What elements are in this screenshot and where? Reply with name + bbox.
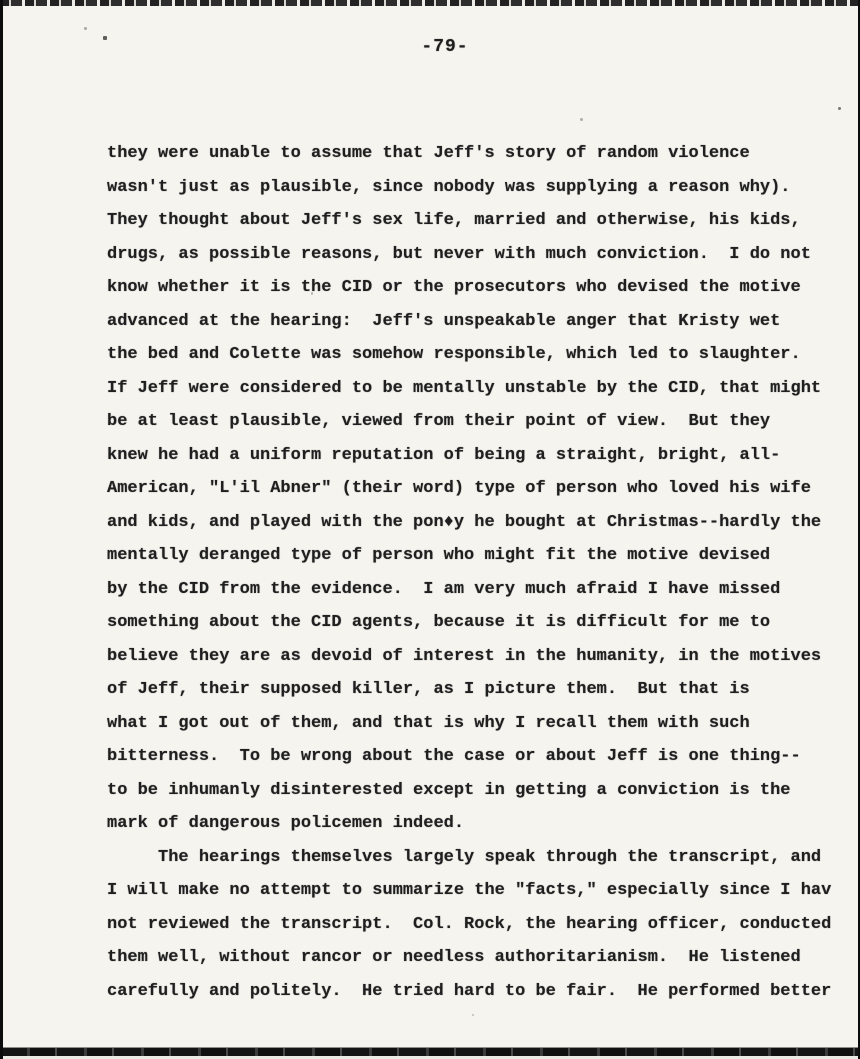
text-line: them well, without rancor or needless authoritarianism. He listened [107,948,801,967]
text-line: mark of dangerous policemen indeed. [107,814,465,833]
text-line: believe they are as devoid of interest in the humanity, in the motives [107,646,822,666]
text-line: wasn't just as plausible, since nobody was supplying a reason why). [107,177,791,197]
scan-speck [311,292,313,295]
scan-speck [580,118,583,121]
text-line: knew he had a uniform reputation of being a straight, bright, all- [107,445,781,465]
text-line: advanced at the hearing: Jeff's unspeakable anger that Kristy wet [107,311,781,331]
text-line: and kids, and played with the pon♦y he bought at Christmas--hardly the [107,512,822,532]
text-line: be at least plausible, viewed from their point of view. But they [107,412,771,431]
text-line: American, "L'il Abner" (their word) type of person who loved his wife [107,479,811,498]
text-line: I will make no attempt to summarize the "facts," especially since I hav [107,881,832,900]
text-line: something about the CID agents, because it is difficult for me to [107,613,771,632]
text-line: know whether it is the CID or the prosecutors who devised the motive [107,278,801,297]
text-line: They thought about Jeff's sex life, married and otherwise, his kids, [107,211,801,230]
text-line: of Jeff, their supposed killer, as I picture them. But that is [107,680,750,699]
text-line: the bed and Colette was somehow responsible, which led to slaughter. [107,345,801,364]
text-line: The hearings themselves largely speak through the transcript, and [107,847,822,867]
scan-speck [84,27,87,30]
text-line: what I got out of them, and that is why I recall them with such [107,713,750,733]
scan-edge-left [0,0,3,1059]
text-line: they were unable to assume that Jeff's story of random violence [107,144,750,163]
scan-edge-top [0,0,860,6]
text-line: If Jeff were considered to be mentally unstable by the CID, that might [107,378,822,398]
scan-speck [472,1014,474,1016]
scan-speck [103,36,107,40]
text-line: not reviewed the transcript. Col. Rock, the hearing officer, conducted [107,914,832,934]
scan-speck [838,107,841,110]
text-line: drugs, as possible reasons, but never with much conviction. I do not [107,244,811,264]
text-line: bitterness. To be wrong about the case or about Jeff is one thing-- [107,747,801,766]
text-line: by the CID from the evidence. I am very much afraid I have missed [107,579,781,599]
document-text [107,137,860,1008]
text-line: mentally deranged type of person who might fit the motive devised [107,546,771,565]
scan-edge-bottom [0,1047,860,1056]
text-line: carefully and politely. He tried hard to be fair. He performed better [107,981,832,1001]
page-number: -79- [421,37,469,57]
text-line: to be inhumanly disinterested except in getting a conviction is the [107,780,791,800]
